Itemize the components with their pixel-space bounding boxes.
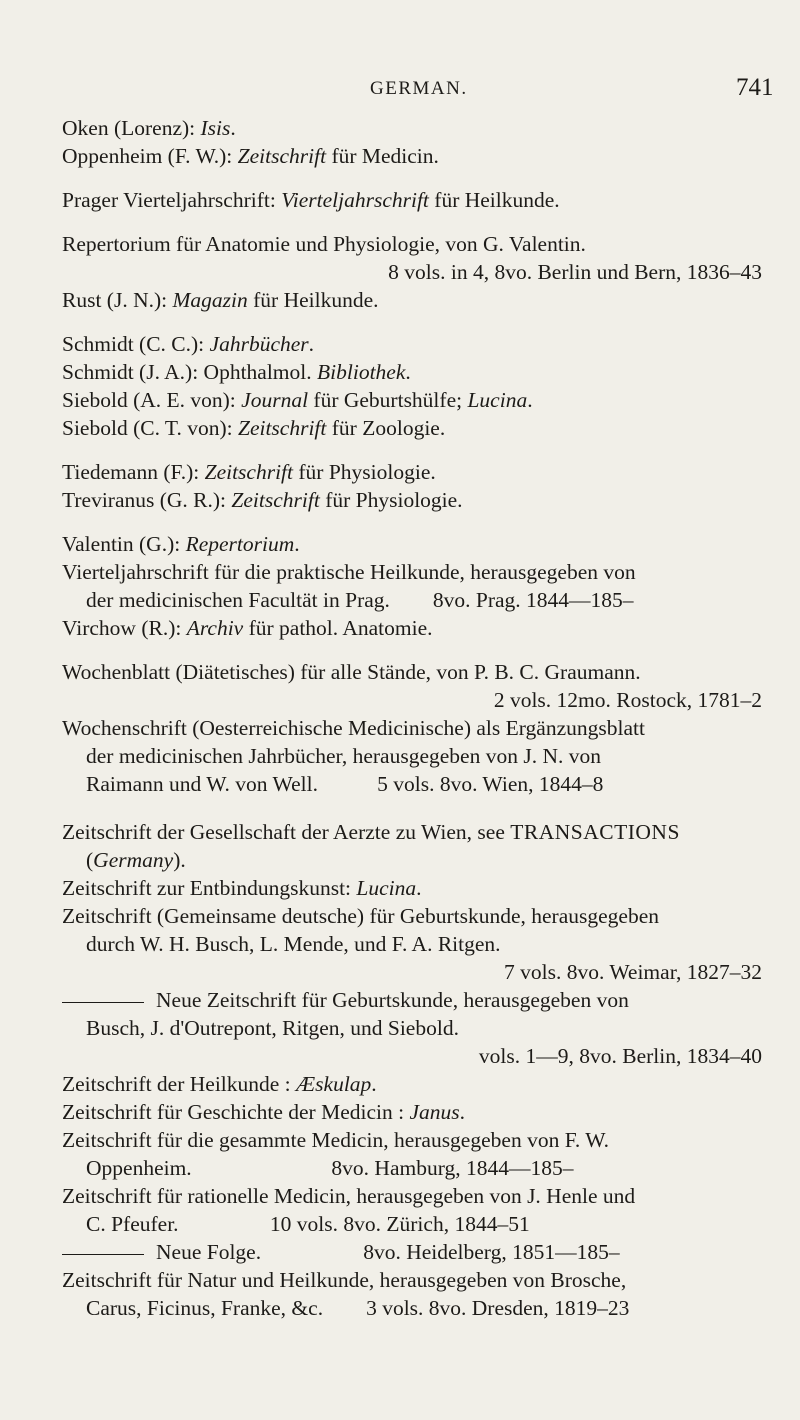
entry-line — [62, 142, 762, 170]
entry-text: Lucina — [356, 876, 417, 900]
entry-text: Zeitschrift — [237, 416, 327, 440]
entry-text: Zeitschrift der Gesellschaft der Aerzte zu Wien, see — [62, 820, 511, 844]
entry-text: Neue Zeitschrift für Geburtskunde, herausgegeben von — [156, 988, 629, 1012]
entry-zs-gemeinsame — [62, 902, 762, 986]
entry-line — [62, 114, 762, 142]
entry-text: für Heilkunde. — [247, 288, 379, 312]
entry-text: ). — [173, 848, 186, 872]
entry-text: der medicinischen Facultät in Prag. 8vo. Prag. 1844—185– — [86, 588, 634, 612]
entry-zs-geschichte — [62, 1098, 762, 1126]
entry-text: . — [416, 876, 422, 900]
entry-repertorium — [62, 230, 762, 286]
entry-line — [62, 846, 762, 874]
entry-text: Germany — [93, 848, 174, 872]
entry-text: Virchow (R.): — [62, 616, 187, 640]
entry-text: . — [405, 360, 411, 384]
entry-line — [62, 874, 762, 902]
entry-line — [62, 458, 762, 486]
entry-text: C. Pfeufer. 10 vols. 8vo. Zürich, 1844–51 — [86, 1212, 530, 1236]
entry-text: durch W. H. Busch, L. Mende, und F. A. Ritgen. — [86, 932, 501, 956]
entry-line — [62, 358, 762, 386]
entry-text: Magazin — [172, 288, 248, 312]
entry-text: für Physiologie. — [293, 460, 436, 484]
entry-text: Oken (Lorenz): — [62, 116, 201, 140]
imprint: 2 vols. 12mo. Rostock, 1781–2 — [493, 688, 762, 712]
entry-virchow — [62, 614, 762, 642]
entry-text: . — [294, 532, 300, 556]
entry-text: . — [230, 116, 236, 140]
entry-treviranus — [62, 486, 762, 514]
entry-text: Schmidt (C. C.): — [62, 332, 210, 356]
entry-text: . — [371, 1072, 377, 1096]
entry-text: TRANSACTIONS — [510, 820, 680, 844]
entry-text: . — [527, 388, 533, 412]
entry-text: Busch, J. d'Outrepont, Ritgen, und Siebold. — [86, 1016, 459, 1040]
entry-text: ( — [86, 848, 94, 872]
entry-oken — [62, 114, 762, 142]
entry-zs-heilkunde — [62, 1070, 762, 1098]
entry-zs-neue — [62, 986, 762, 1070]
ditto-rule — [62, 1002, 144, 1003]
entry-zs-neue-folge — [62, 1238, 762, 1266]
entry-line — [62, 386, 762, 414]
entry-tiedemann — [62, 458, 762, 486]
entry-text: Archiv — [186, 616, 244, 640]
entry-rust — [62, 286, 762, 314]
entry-line — [62, 1238, 762, 1266]
imprint: 8 vols. in 4, 8vo. Berlin und Bern, 1836–43 — [388, 260, 762, 284]
entry-text: für pathol. Anatomie. — [243, 616, 433, 640]
imprint: vols. 1—9, 8vo. Berlin, 1834–40 — [478, 1044, 762, 1068]
entry-line — [62, 1070, 762, 1098]
running-head: GERMAN. — [370, 78, 468, 99]
entry-text: Isis — [200, 116, 231, 140]
entry-zs-natur — [62, 1266, 762, 1322]
entry-text: Siebold (A. E. von): — [62, 388, 242, 412]
entry-wochenblatt — [62, 658, 762, 714]
entry-text: Raimann und W. von Well. 5 vols. 8vo. Wien, 1844–8 — [86, 772, 604, 796]
entry-wochenschrift — [62, 714, 762, 798]
entry-text: Wochenblatt (Diätetisches) für alle Stände, von P. B. C. Graumann. — [62, 660, 641, 684]
entry-text: Prager Vierteljahrschrift: — [62, 188, 282, 212]
entry-schmidt-c — [62, 330, 762, 358]
entry-line — [62, 614, 762, 642]
entry-text: für Physiologie. — [319, 488, 463, 512]
entry-text: für Zoologie. — [326, 416, 446, 440]
entry-valentin — [62, 530, 762, 558]
entry-line — [62, 330, 762, 358]
entry-text: Zeitschrift (Gemeinsame deutsche) für Geburtskunde, herausgegeben — [62, 904, 659, 928]
entry-line — [62, 986, 762, 1014]
entry-text: Æskulap — [296, 1072, 372, 1096]
entry-prager — [62, 186, 762, 214]
entry-text: Tiedemann (F.): — [62, 460, 205, 484]
entry-text: Zeitschrift der Heilkunde : — [62, 1072, 297, 1096]
entry-text: Repertorium — [185, 532, 295, 556]
entry-text: . — [459, 1100, 466, 1124]
entry-text: Siebold (C. T. von): — [62, 416, 238, 440]
entry-text: Zeitschrift — [237, 144, 327, 168]
entry-oppenheim — [62, 142, 762, 170]
entry-siebold-a — [62, 386, 762, 414]
entry-text: Neue Folge. 8vo. Heidelberg, 1851—185– — [156, 1240, 620, 1264]
entry-line — [62, 530, 762, 558]
entry-text: für Heilkunde. — [428, 188, 560, 212]
entry-line — [62, 286, 762, 314]
entry-vierteljahrschrift — [62, 558, 762, 614]
entry-text: Treviranus (G. R.): — [62, 488, 232, 512]
entry-text: Repertorium für Anatomie und Physiologie, von G. Valentin. — [62, 232, 586, 256]
entry-text: Zeitschrift für rationelle Medicin, herausgegeben von J. Henle und — [62, 1184, 636, 1208]
entry-text: . — [308, 332, 315, 356]
entry-list — [62, 114, 762, 1322]
entry-line — [62, 818, 762, 846]
entry-text: Carus, Ficinus, Franke, &c. 3 vols. 8vo. Dresden, 1819–23 — [86, 1296, 630, 1320]
page-header — [0, 74, 800, 104]
entry-text: Rust (J. N.): — [62, 288, 173, 312]
entry-text: Bibliothek — [317, 360, 406, 384]
entry-text: für Geburtshülfe; — [308, 388, 468, 412]
entry-zs-gesellschaft — [62, 818, 762, 874]
entry-text: Oppenheim. 8vo. Hamburg, 1844—185– — [86, 1156, 574, 1180]
entry-text: Lucina — [467, 388, 528, 412]
entry-text: Zeitschrift — [231, 488, 320, 512]
entry-text: Vierteljahrschrift — [281, 188, 429, 212]
ditto-rule — [62, 1254, 144, 1255]
entry-schmidt-j — [62, 358, 762, 386]
entry-text: Zeitschrift für Natur und Heilkunde, herausgegeben von Brosche, — [62, 1268, 627, 1292]
entry-text: Vierteljahrschrift für die praktische Heilkunde, herausgegeben von — [62, 560, 636, 584]
entry-line — [62, 1098, 762, 1126]
entry-siebold-c — [62, 414, 762, 442]
entry-text: Jahrbücher — [209, 332, 309, 356]
entry-text: der medicinischen Jahrbücher, herausgegeben von J. N. von — [86, 744, 601, 768]
entry-text: Janus — [409, 1100, 460, 1124]
entry-line — [62, 486, 762, 514]
entry-zs-entbindung — [62, 874, 762, 902]
entry-line — [62, 186, 762, 214]
entry-zs-gesammte — [62, 1126, 762, 1182]
entry-zs-rationelle — [62, 1182, 762, 1238]
entry-text: Zeitschrift für die gesammte Medicin, herausgegeben von F. W. — [62, 1128, 609, 1152]
page-number: 741 — [736, 74, 774, 101]
entry-text: Valentin (G.): — [62, 532, 186, 556]
entry-text: Zeitschrift zur Entbindungskunst: — [62, 876, 357, 900]
entry-line — [62, 414, 762, 442]
entry-text: Zeitschrift für Geschichte der Medicin : — [62, 1100, 410, 1124]
entry-text: für Medicin. — [326, 144, 439, 168]
entry-text: Journal — [241, 388, 309, 412]
entry-text: Schmidt (J. A.): Ophthalmol. — [62, 360, 318, 384]
entry-text: Wochenschrift (Oesterreichische Medicinische) als Ergänzungsblatt — [62, 716, 645, 740]
entry-text: Zeitschrift — [204, 460, 294, 484]
entry-text: Oppenheim (F. W.): — [62, 144, 238, 168]
imprint: 7 vols. 8vo. Weimar, 1827–32 — [504, 960, 762, 984]
